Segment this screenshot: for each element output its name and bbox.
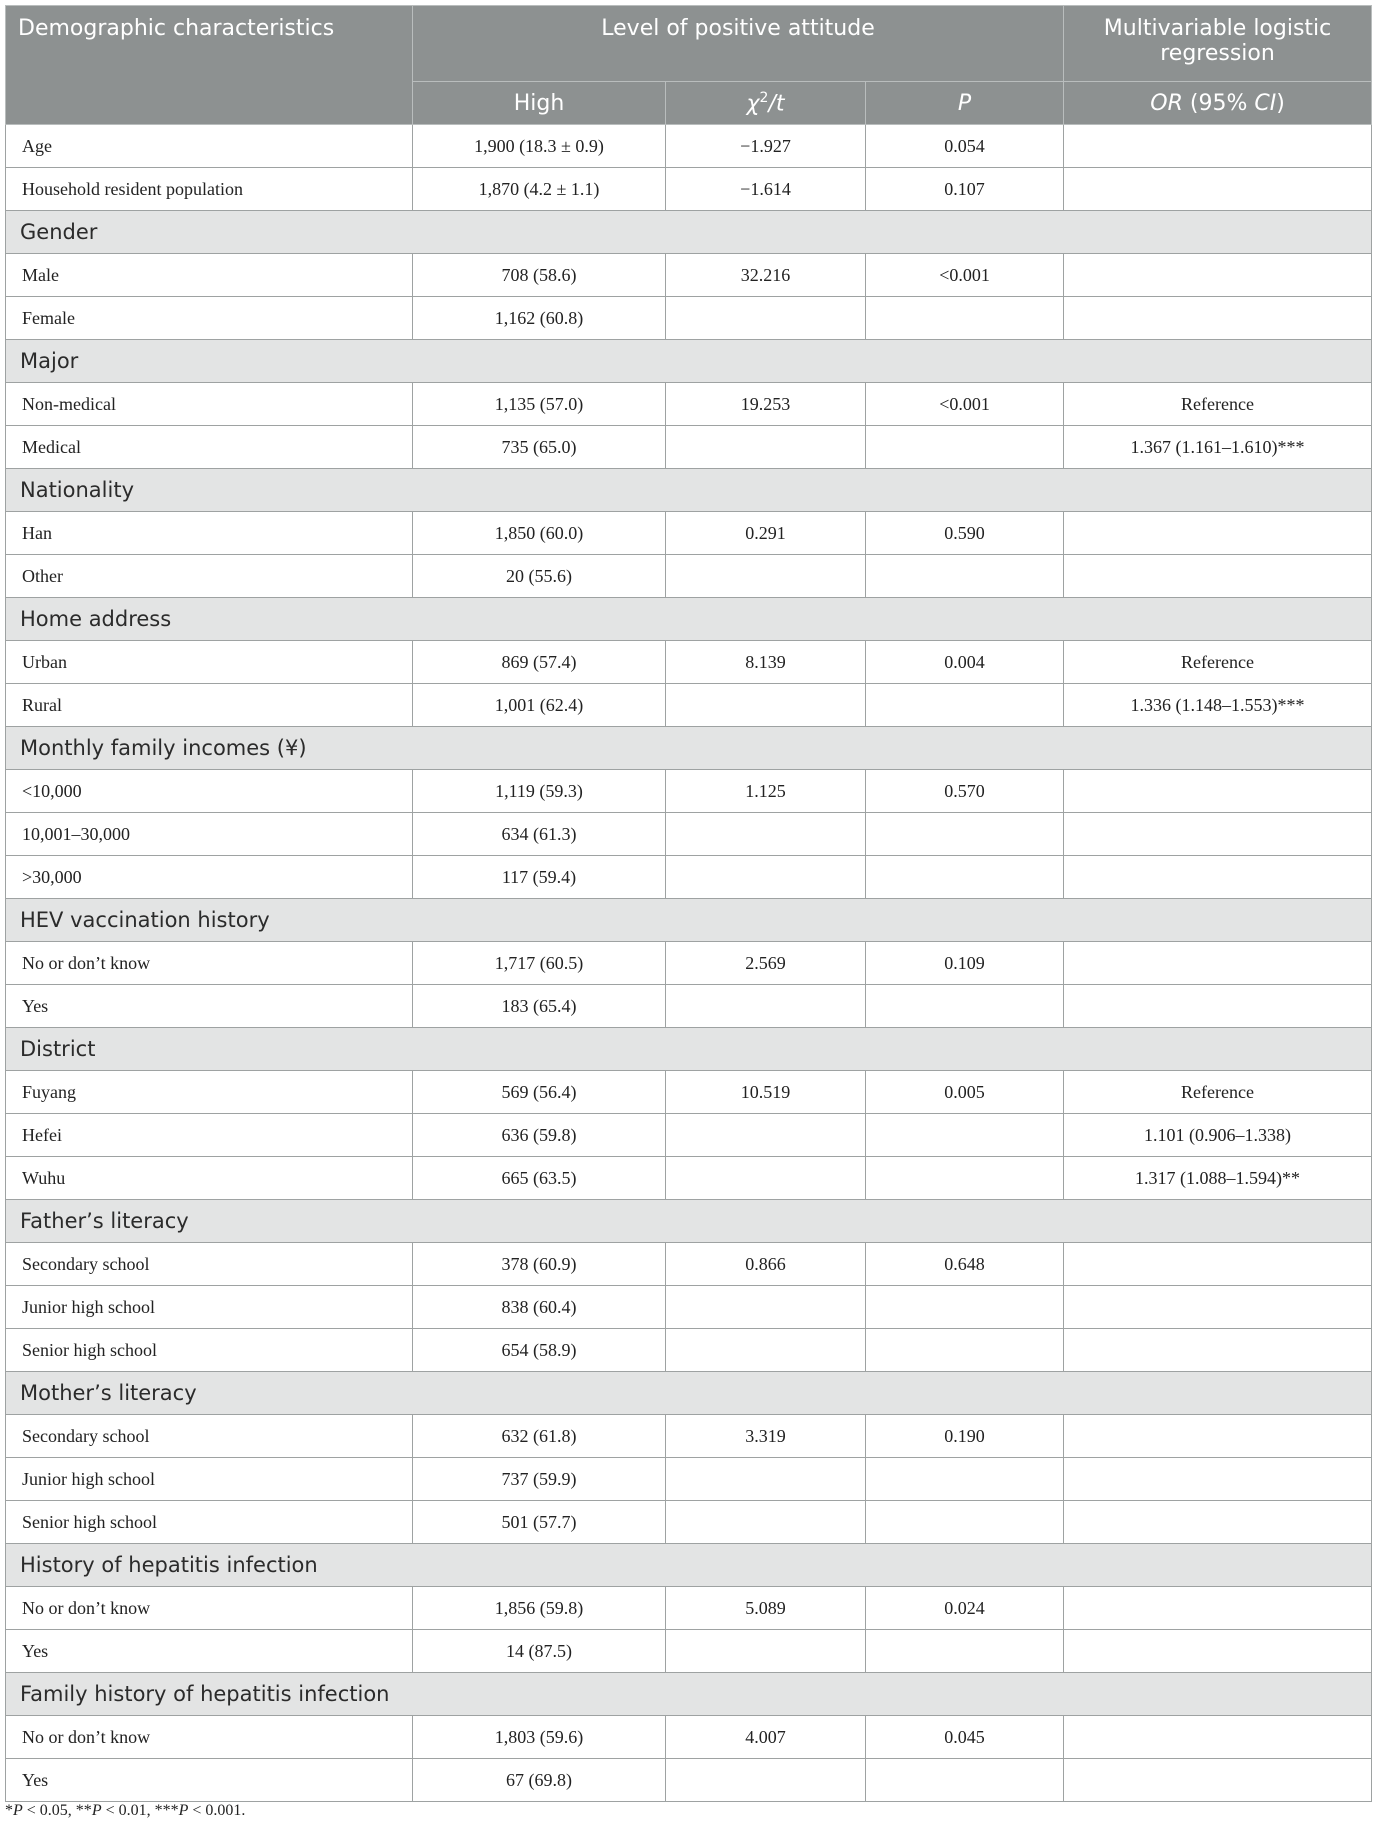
high-cell: 14 (87.5) <box>413 1630 666 1673</box>
or-cell <box>1064 813 1372 856</box>
high-cell: 67 (69.8) <box>413 1759 666 1802</box>
p-value-cell: <0.001 <box>866 383 1064 426</box>
table-row <box>6 297 1372 340</box>
high-cell: 1,850 (60.0) <box>413 512 666 555</box>
table-row <box>6 813 1372 856</box>
stat-cell <box>666 1458 866 1501</box>
or-cell <box>1064 1630 1372 1673</box>
or-cell <box>1064 1243 1372 1286</box>
p-value-cell: <0.001 <box>866 254 1064 297</box>
header-multivariable <box>1064 6 1372 82</box>
row-label-cell: Other <box>6 555 413 598</box>
row-label-cell: Non-medical <box>6 383 413 426</box>
or-cell: 1.336 (1.148–1.553)*** <box>1064 684 1372 727</box>
row-label-cell: Junior high school <box>6 1286 413 1329</box>
group-label: Family history of hepatitis infection <box>6 1673 1372 1716</box>
footnote: *P < 0.05, **P < 0.01, ***P < 0.001. <box>5 1802 246 1819</box>
p-value-cell: 0.004 <box>866 641 1064 684</box>
high-cell: 1,870 (4.2 ± 1.1) <box>413 168 666 211</box>
p-value-cell <box>866 1157 1064 1200</box>
stat-cell: −1.614 <box>666 168 866 211</box>
table-row <box>6 641 1372 684</box>
group-label: Home address <box>6 598 1372 641</box>
table-row <box>6 1716 1372 1759</box>
or-cell <box>1064 1415 1372 1458</box>
header-or-italic: OR <box>1150 90 1183 116</box>
high-cell: 1,856 (59.8) <box>413 1587 666 1630</box>
p-value-cell <box>866 297 1064 340</box>
header-demographic: Demographic characteristics <box>6 6 413 125</box>
high-cell: 838 (60.4) <box>413 1286 666 1329</box>
p-value-cell <box>866 1630 1064 1673</box>
table-row <box>6 125 1372 168</box>
row-label-cell: No or don’t know <box>6 1587 413 1630</box>
or-cell: Reference <box>1064 1071 1372 1114</box>
row-label-cell: Junior high school <box>6 1458 413 1501</box>
header-or <box>1064 82 1372 125</box>
or-cell: 1.317 (1.088–1.594)** <box>1064 1157 1372 1200</box>
group-label: Nationality <box>6 469 1372 512</box>
or-cell: Reference <box>1064 641 1372 684</box>
table-row <box>6 512 1372 555</box>
table-row <box>6 1458 1372 1501</box>
row-label-cell: No or don’t know <box>6 942 413 985</box>
group-header-row <box>6 469 1372 512</box>
or-cell <box>1064 168 1372 211</box>
header-or-close: ) <box>1276 90 1285 116</box>
table-row <box>6 1759 1372 1802</box>
or-cell <box>1064 1329 1372 1372</box>
header-chi-symbol: χ <box>746 91 760 117</box>
high-cell: 737 (59.9) <box>413 1458 666 1501</box>
header-multivariable-line2: regression <box>1160 41 1275 66</box>
row-label-cell: No or don’t know <box>6 1716 413 1759</box>
p-value-cell: 0.570 <box>866 770 1064 813</box>
table-row <box>6 1243 1372 1286</box>
group-header-row <box>6 1028 1372 1071</box>
high-cell: 708 (58.6) <box>413 254 666 297</box>
or-cell <box>1064 985 1372 1028</box>
or-cell: 1.101 (0.906–1.338) <box>1064 1114 1372 1157</box>
row-label-cell: Urban <box>6 641 413 684</box>
p-value-cell <box>866 1458 1064 1501</box>
header-chi-t-text: /t <box>768 91 785 117</box>
p-value-cell <box>866 813 1064 856</box>
table-row <box>6 426 1372 469</box>
group-label: Mother’s literacy <box>6 1372 1372 1415</box>
stat-cell: 2.569 <box>666 942 866 985</box>
or-cell <box>1064 770 1372 813</box>
high-cell: 378 (60.9) <box>413 1243 666 1286</box>
high-cell: 1,162 (60.8) <box>413 297 666 340</box>
stat-cell <box>666 684 866 727</box>
high-cell: 1,900 (18.3 ± 0.9) <box>413 125 666 168</box>
p-value-cell <box>866 1114 1064 1157</box>
high-cell: 501 (57.7) <box>413 1501 666 1544</box>
table-row <box>6 1630 1372 1673</box>
header-chi-t <box>666 82 866 125</box>
group-header-row <box>6 1372 1372 1415</box>
table-row <box>6 985 1372 1028</box>
header-level: Level of positive attitude <box>413 6 1064 82</box>
row-label-cell: Hefei <box>6 1114 413 1157</box>
table-row <box>6 770 1372 813</box>
footnote-p2: P <box>91 1802 102 1819</box>
or-cell: Reference <box>1064 383 1372 426</box>
row-label-cell: Fuyang <box>6 1071 413 1114</box>
high-cell: 634 (61.3) <box>413 813 666 856</box>
table-row <box>6 1071 1372 1114</box>
row-label-cell: Rural <box>6 684 413 727</box>
stat-cell <box>666 1630 866 1673</box>
footnote-t1: < 0.05, ** <box>22 1802 92 1819</box>
group-header-row <box>6 1673 1372 1716</box>
table-row <box>6 555 1372 598</box>
footnote-t2: < 0.01, *** <box>101 1802 179 1819</box>
row-label-cell: Wuhu <box>6 1157 413 1200</box>
group-header-row <box>6 340 1372 383</box>
row-label-cell: Male <box>6 254 413 297</box>
p-value-cell: 0.054 <box>866 125 1064 168</box>
stat-cell <box>666 985 866 1028</box>
results-table <box>5 5 1372 1802</box>
p-value-cell <box>866 856 1064 899</box>
stat-cell <box>666 813 866 856</box>
stat-cell: −1.927 <box>666 125 866 168</box>
stat-cell: 5.089 <box>666 1587 866 1630</box>
high-cell: 20 (55.6) <box>413 555 666 598</box>
group-label: District <box>6 1028 1372 1071</box>
group-header-row <box>6 598 1372 641</box>
group-header-row <box>6 1200 1372 1243</box>
row-label-cell: Senior high school <box>6 1329 413 1372</box>
group-header-row <box>6 899 1372 942</box>
p-value-cell <box>866 985 1064 1028</box>
row-label-cell: Household resident population <box>6 168 413 211</box>
p-value-cell: 0.648 <box>866 1243 1064 1286</box>
table-row <box>6 1114 1372 1157</box>
table-row <box>6 684 1372 727</box>
row-label-cell: Medical <box>6 426 413 469</box>
table-body <box>6 125 1372 1802</box>
stat-cell <box>666 856 866 899</box>
or-cell <box>1064 1759 1372 1802</box>
or-cell: 1.367 (1.161–1.610)*** <box>1064 426 1372 469</box>
or-cell <box>1064 254 1372 297</box>
table-header <box>6 6 1372 125</box>
row-label-cell: >30,000 <box>6 856 413 899</box>
table-row <box>6 1157 1372 1200</box>
table-row <box>6 856 1372 899</box>
high-cell: 632 (61.8) <box>413 1415 666 1458</box>
p-value-cell: 0.005 <box>866 1071 1064 1114</box>
table-row <box>6 1329 1372 1372</box>
stat-cell <box>666 1286 866 1329</box>
high-cell: 117 (59.4) <box>413 856 666 899</box>
high-cell: 1,001 (62.4) <box>413 684 666 727</box>
table-row <box>6 254 1372 297</box>
stat-cell: 4.007 <box>666 1716 866 1759</box>
group-header-row <box>6 727 1372 770</box>
or-cell <box>1064 856 1372 899</box>
or-cell <box>1064 1458 1372 1501</box>
group-label: Major <box>6 340 1372 383</box>
or-cell <box>1064 1501 1372 1544</box>
or-cell <box>1064 125 1372 168</box>
table-row <box>6 942 1372 985</box>
stat-cell <box>666 1157 866 1200</box>
p-value-cell: 0.590 <box>866 512 1064 555</box>
row-label-cell: Age <box>6 125 413 168</box>
group-label: HEV vaccination history <box>6 899 1372 942</box>
or-cell <box>1064 942 1372 985</box>
group-label: History of hepatitis infection <box>6 1544 1372 1587</box>
high-cell: 665 (63.5) <box>413 1157 666 1200</box>
footnote-p3: P <box>178 1802 189 1819</box>
p-value-cell <box>866 684 1064 727</box>
high-cell: 1,135 (57.0) <box>413 383 666 426</box>
row-label-cell: Senior high school <box>6 1501 413 1544</box>
stat-cell: 19.253 <box>666 383 866 426</box>
p-value-cell <box>866 555 1064 598</box>
group-label: Monthly family incomes (¥) <box>6 727 1372 770</box>
stat-cell <box>666 1114 866 1157</box>
table-row <box>6 1501 1372 1544</box>
stat-cell: 0.866 <box>666 1243 866 1286</box>
group-header-row <box>6 1544 1372 1587</box>
footnote-t3: < 0.001. <box>188 1802 246 1819</box>
row-label-cell: Female <box>6 297 413 340</box>
stat-cell: 0.291 <box>666 512 866 555</box>
stat-cell: 8.139 <box>666 641 866 684</box>
table-container <box>5 5 1371 1802</box>
table-row <box>6 1286 1372 1329</box>
header-high: High <box>413 82 666 125</box>
row-label-cell: Yes <box>6 1630 413 1673</box>
or-cell <box>1064 1286 1372 1329</box>
p-value-cell: 0.190 <box>866 1415 1064 1458</box>
row-label-cell: Han <box>6 512 413 555</box>
stat-cell <box>666 1329 866 1372</box>
group-header-row <box>6 211 1372 254</box>
table-row <box>6 383 1372 426</box>
group-label: Gender <box>6 211 1372 254</box>
p-value-cell <box>866 1759 1064 1802</box>
stat-cell <box>666 1759 866 1802</box>
table-row <box>6 1587 1372 1630</box>
stat-cell <box>666 1501 866 1544</box>
or-cell <box>1064 1587 1372 1630</box>
stat-cell <box>666 555 866 598</box>
stat-cell <box>666 297 866 340</box>
p-value-cell <box>866 426 1064 469</box>
row-label-cell: <10,000 <box>6 770 413 813</box>
p-value-cell <box>866 1329 1064 1372</box>
header-multivariable-line1: Multivariable logistic <box>1103 16 1332 41</box>
group-label: Father’s literacy <box>6 1200 1372 1243</box>
high-cell: 1,119 (59.3) <box>413 770 666 813</box>
high-cell: 569 (56.4) <box>413 1071 666 1114</box>
high-cell: 654 (58.9) <box>413 1329 666 1372</box>
p-value-cell: 0.045 <box>866 1716 1064 1759</box>
row-label-cell: 10,001–30,000 <box>6 813 413 856</box>
p-value-cell: 0.109 <box>866 942 1064 985</box>
header-chi-sup: 2 <box>759 89 769 106</box>
or-cell <box>1064 1716 1372 1759</box>
row-label-cell: Yes <box>6 1759 413 1802</box>
high-cell: 1,803 (59.6) <box>413 1716 666 1759</box>
stat-cell <box>666 426 866 469</box>
table-row <box>6 168 1372 211</box>
footnote-p1: P <box>13 1802 23 1819</box>
or-cell <box>1064 297 1372 340</box>
p-value-cell <box>866 1501 1064 1544</box>
row-label-cell: Secondary school <box>6 1415 413 1458</box>
row-label-cell: Secondary school <box>6 1243 413 1286</box>
high-cell: 735 (65.0) <box>413 426 666 469</box>
high-cell: 183 (65.4) <box>413 985 666 1028</box>
or-cell <box>1064 555 1372 598</box>
p-value-cell: 0.024 <box>866 1587 1064 1630</box>
high-cell: 1,717 (60.5) <box>413 942 666 985</box>
row-label-cell: Yes <box>6 985 413 1028</box>
p-value-cell <box>866 1286 1064 1329</box>
high-cell: 869 (57.4) <box>413 641 666 684</box>
or-cell <box>1064 512 1372 555</box>
p-value-cell: 0.107 <box>866 168 1064 211</box>
high-cell: 636 (59.8) <box>413 1114 666 1157</box>
header-p: P <box>866 82 1064 125</box>
stat-cell: 32.216 <box>666 254 866 297</box>
header-ci-italic: CI <box>1254 90 1277 116</box>
header-or-rest: (95% <box>1182 90 1255 116</box>
table-row <box>6 1415 1372 1458</box>
stat-cell: 10.519 <box>666 1071 866 1114</box>
stat-cell: 1.125 <box>666 770 866 813</box>
stat-cell: 3.319 <box>666 1415 866 1458</box>
